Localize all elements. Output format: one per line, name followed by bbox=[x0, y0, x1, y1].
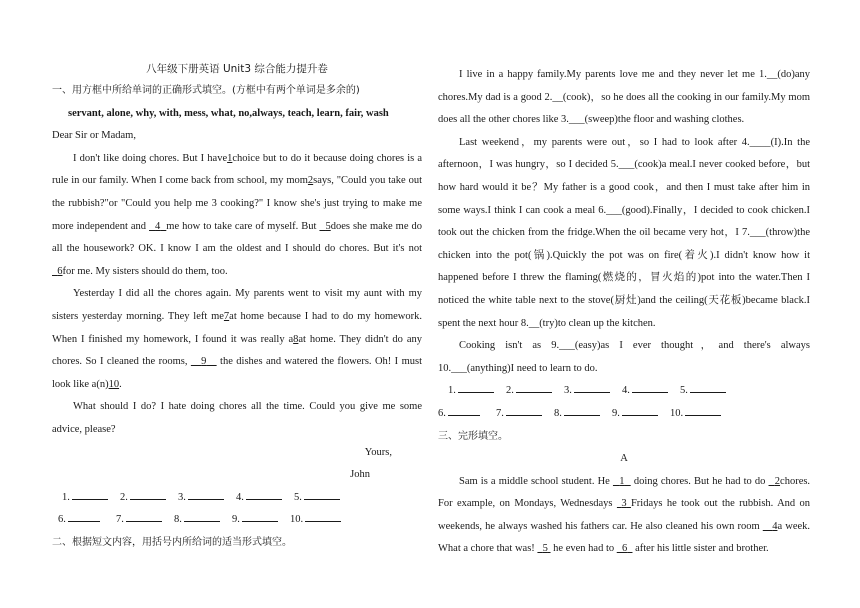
letter-closing: Yours, bbox=[364, 446, 392, 458]
section1-heading: 一、用方框中所给单词的正确形式填空。(方框中有两个单词是多余的) bbox=[52, 85, 360, 96]
left-column bbox=[52, 64, 422, 554]
blank-8[interactable]: 8 bbox=[293, 333, 299, 345]
cloze-blank-3[interactable]: 3 bbox=[621, 498, 627, 510]
answer-blank[interactable] bbox=[574, 380, 610, 393]
cloze-paragraph: Sam is a middle school student. He 1 doing chores. But he had to do 2chores. For example, on Mondays, Wednesdays 3 Fridays he took out the rubbish. And on weekends, he always washed his fathers car. He also cleaned his own room 4a week. What a chore that was! 5 he even had to 6 after his little sister and brother. bbox=[438, 475, 811, 555]
answer-blank[interactable] bbox=[68, 509, 100, 522]
right-column bbox=[438, 64, 810, 561]
answer-blank[interactable] bbox=[690, 380, 726, 393]
cloze-blank-2[interactable]: 2 bbox=[774, 475, 781, 487]
section3-heading: 三、完形填空。 bbox=[438, 430, 508, 442]
word-box: servant, alone, why, with, mess, what, no,always, teach, learn, fair, wash bbox=[68, 107, 389, 119]
answer-blank[interactable] bbox=[242, 509, 278, 522]
worksheet-title: 八年级下册英语 Unit3 综合能力提升卷 bbox=[146, 63, 328, 75]
cloze-blank-4[interactable]: 4 bbox=[772, 520, 778, 532]
passage-paragraph-3: Cooking isn't as 9.___(easy)as I ever thought，and there's always 10.___(anything)I need to learn to do. bbox=[438, 340, 810, 374]
blank-7[interactable]: 7 bbox=[223, 310, 230, 322]
answer-row-2: 6. 7. 8. 9. 10. bbox=[52, 509, 422, 532]
answer-row-1: 1. 2. 3. 4. 5. bbox=[438, 380, 810, 403]
answer-row-1: 1. 2. 3. 4. 5. bbox=[52, 487, 422, 510]
answer-blank[interactable] bbox=[126, 509, 162, 522]
blank-10[interactable]: 10 bbox=[108, 378, 120, 390]
answer-blank[interactable] bbox=[130, 487, 166, 500]
answer-blank[interactable] bbox=[184, 509, 220, 522]
cloze-blank-5[interactable]: 5 bbox=[542, 543, 548, 555]
letter-paragraph-2: Yesterday I did all the chores again. My parents went to visit my aunt with my sisters yesterday morning. They left me7at home because I had to do my homework. When I finished my homework, I found it was really a8at home. They didn't do any chores. So I cleaned the rooms, 9 the dishes and watered the flowers. Oh! I must look like a(n)10. bbox=[52, 288, 423, 390]
blank-5[interactable]: 5 bbox=[325, 220, 331, 232]
answer-blank[interactable] bbox=[188, 487, 224, 500]
blank-9[interactable]: 9 bbox=[201, 356, 207, 368]
answer-blank[interactable] bbox=[458, 380, 494, 393]
salutation: Dear Sir or Madam, bbox=[52, 130, 136, 142]
passage-paragraph-1: I live in a happy family.My parents love me and they never let me 1.__(do)any chores.My dad is a good 2.__(cook)，so he does all the cooking in our family.My mom does all the other chores like 3.___(sweep)the floor and washing clothes. bbox=[438, 69, 810, 126]
blank-1[interactable]: 1 bbox=[227, 152, 233, 164]
answer-blank[interactable] bbox=[72, 487, 108, 500]
answer-blank[interactable] bbox=[506, 403, 542, 416]
answer-blank[interactable] bbox=[564, 403, 600, 416]
blank-6[interactable]: 6 bbox=[57, 265, 63, 277]
answer-blank[interactable] bbox=[685, 403, 721, 416]
cloze-blank-6[interactable]: 6 bbox=[621, 543, 628, 555]
answer-blank[interactable] bbox=[516, 380, 552, 393]
cloze-blank-1[interactable]: 1 bbox=[619, 475, 625, 487]
answer-blank[interactable] bbox=[305, 509, 341, 522]
letter-signature: John bbox=[350, 469, 370, 481]
passage-label: A bbox=[620, 453, 628, 465]
answer-blank[interactable] bbox=[448, 403, 480, 416]
blank-4[interactable]: 4 bbox=[155, 220, 161, 232]
answer-blank[interactable] bbox=[622, 403, 658, 416]
answer-blank[interactable] bbox=[632, 380, 668, 393]
answer-row-2: 6. 7. 8. 9. 10. bbox=[438, 403, 810, 426]
section2-heading: 二、根据短文内容，用括号内所给词的适当形式填空。 bbox=[52, 536, 292, 548]
letter-paragraph-3: What should I do? I hate doing chores all the time. Could you give me some advice, please? bbox=[52, 401, 422, 435]
passage-paragraph-2: Last weekend，my parents were out，so I had to look after 4.____(I).In the afternoon，I was hungry，so I decided 5.___(cook)a meal.I never cooked before，but how hard would it be？My father is a good cook，and then I must take after him in some ways.I think I can cook a meal 6.___(good).Finally，I decided to cook chicken.I took out the chicken from the fridge.When the oil became very hot，I 7.___(throw)the chicken into the pot(锅).Quickly the pot was on fire(着火).I didn't know how it happened before I threw the flaming(燃烧的，冒火焰的)pot into the water.Then I noticed the white table next to the stove(厨灶)and the ceiling(天花板)became black.I spent the next hour 8.__(try)to clean up the kitchen. bbox=[438, 136, 810, 329]
answer-blank[interactable] bbox=[246, 487, 282, 500]
blank-2[interactable]: 2 bbox=[307, 175, 314, 187]
answer-blank[interactable] bbox=[304, 487, 340, 500]
letter-paragraph-1: I don't like doing chores. But I have1choice but to do it because doing chores is a rule in our family. When I come back from school, my mom2says, "Could you take out the rubbish?"or "Could you help me 3 cooking?" I know she's just trying to make me more independent and 4 me how to take care of myself. But 5does she make me do all the housework? OK. I know I am the oldest and I should do chores. But it's not 6for me. My sisters should do them, too. bbox=[52, 152, 423, 277]
